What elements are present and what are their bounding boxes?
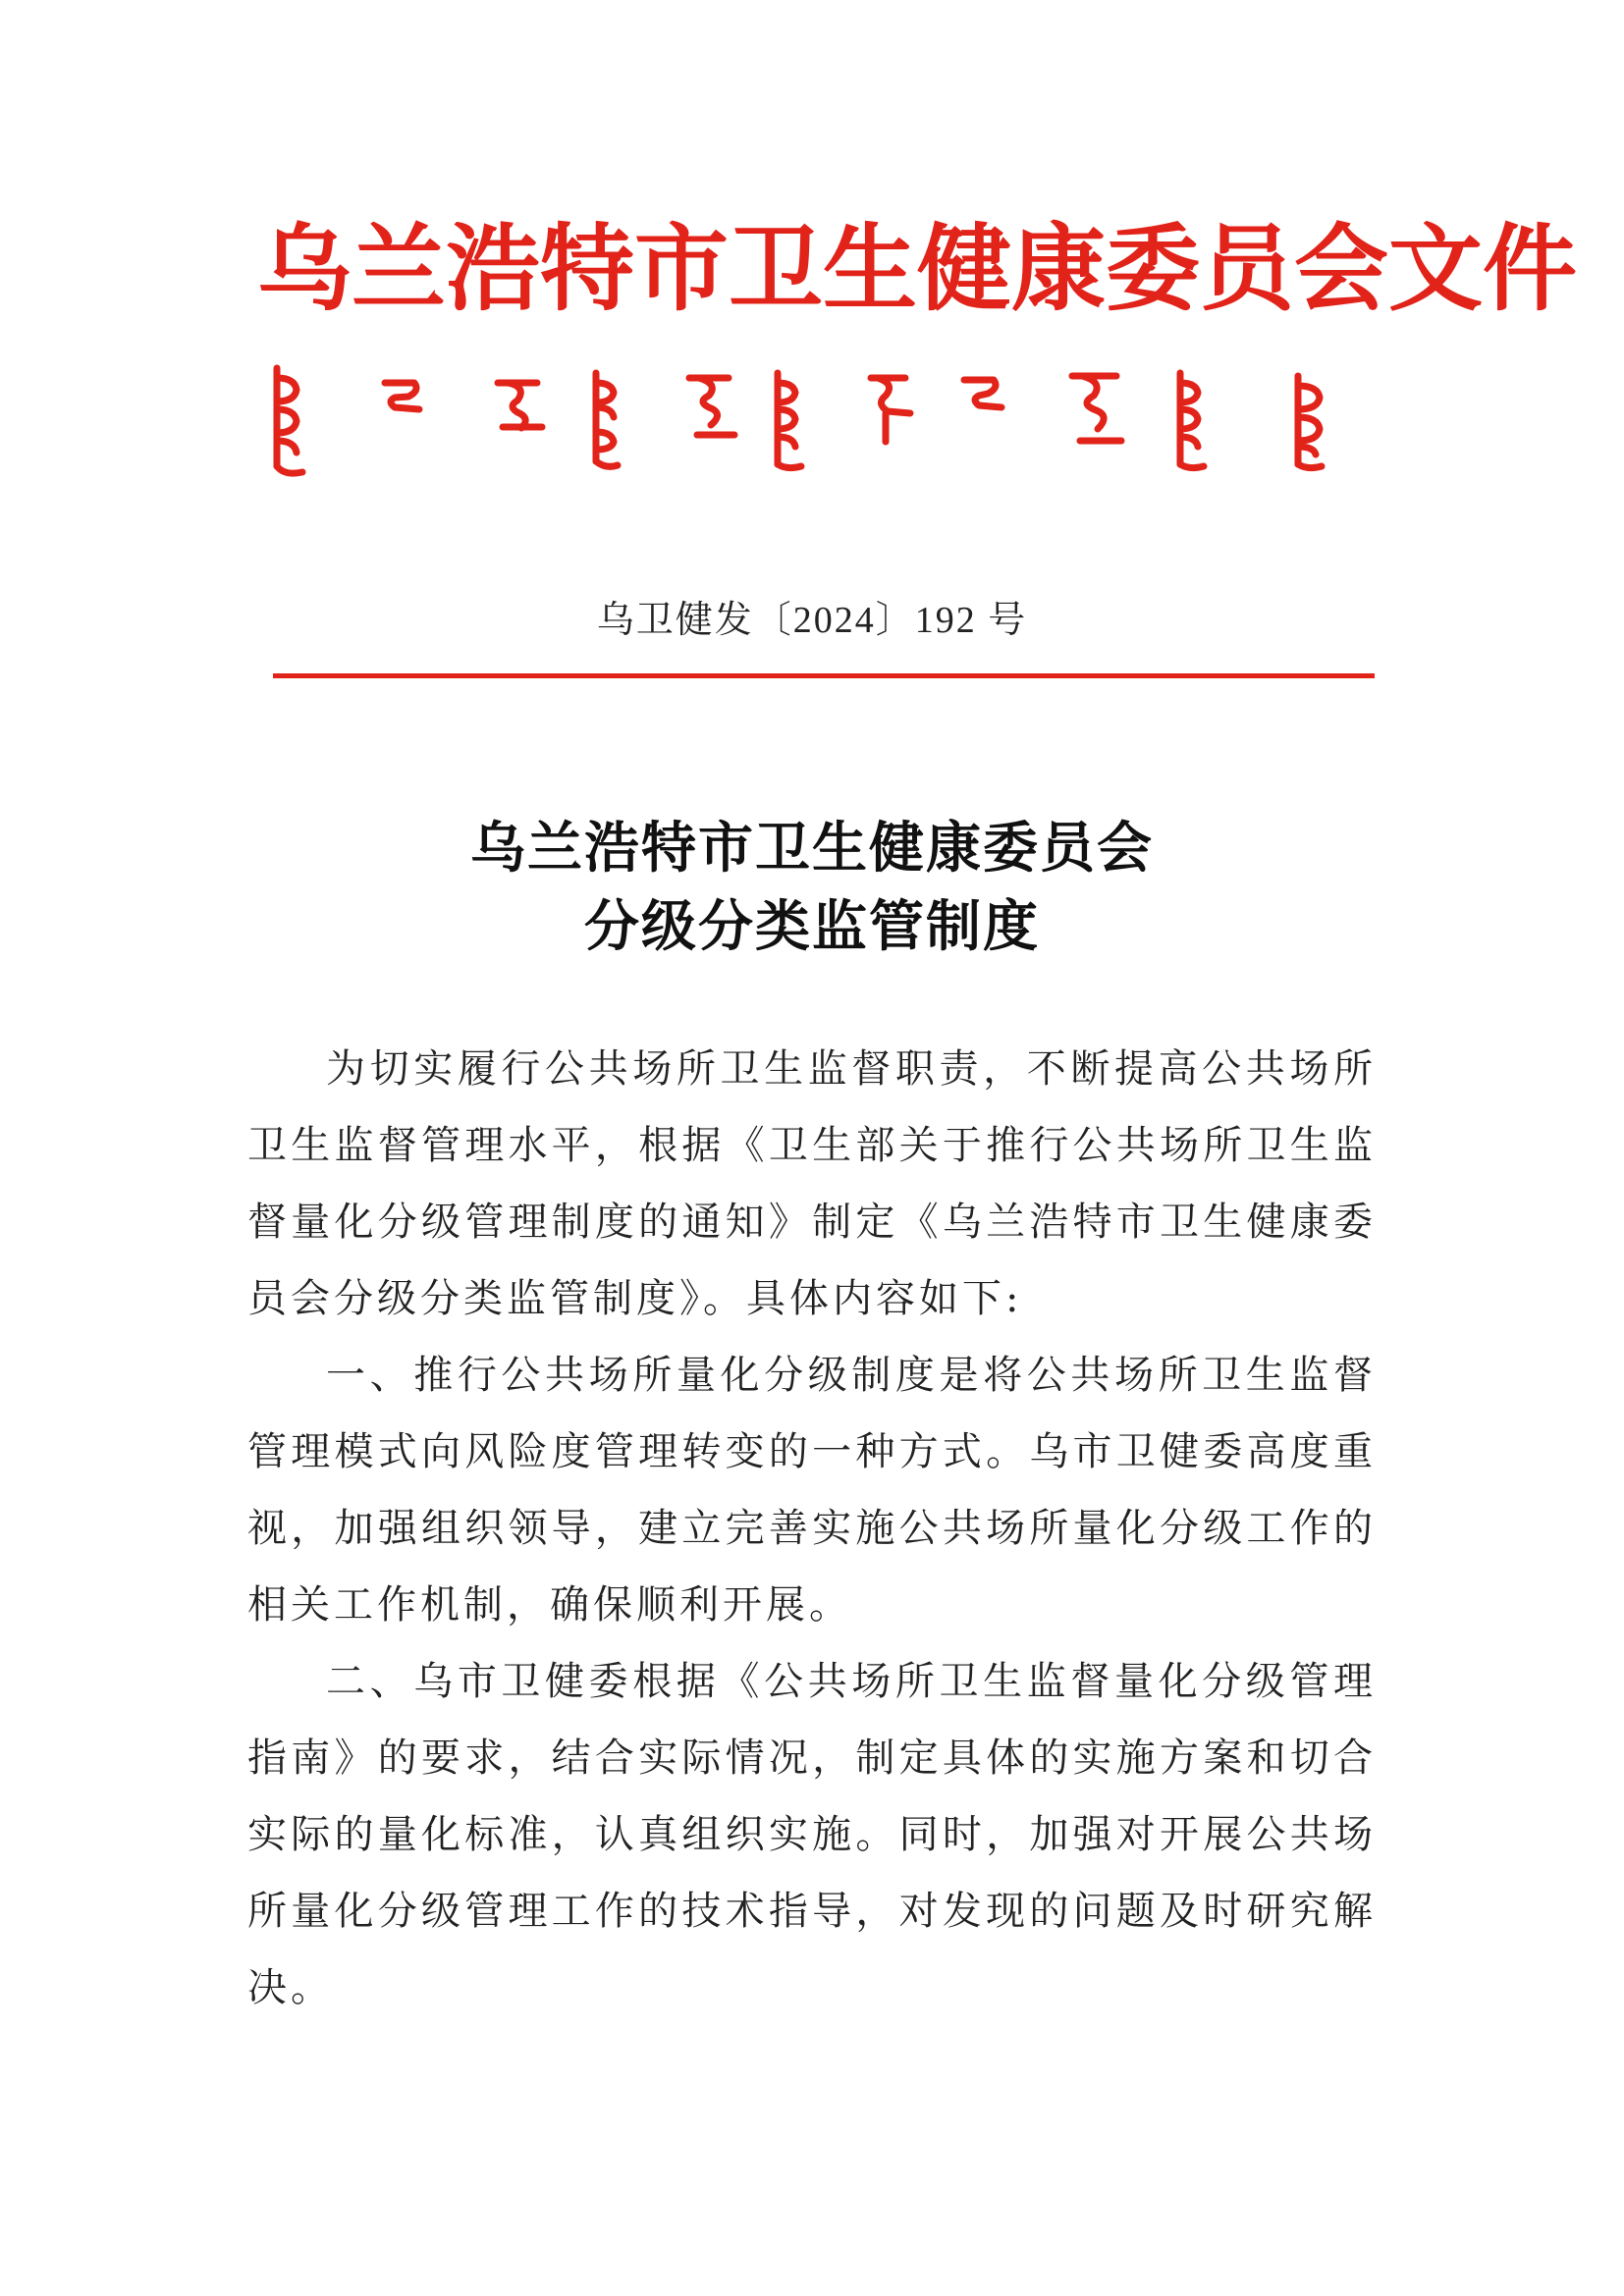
masthead-text: 乌兰浩特市卫生健康委员会文件 (257, 213, 1577, 324)
document-body (247, 1031, 1377, 2026)
mongolian-word-2 (385, 383, 419, 409)
document-title-line-2: 分级分类监管制度 (584, 894, 1040, 959)
mongolian-word-4 (596, 373, 618, 466)
mongolian-word-3 (498, 383, 542, 428)
paragraph-intro: 为切实履行公共场所卫生监督职责，不断提高公共场所卫生监督管理水平，根据《卫生部关于推行公共场所卫生监督量化分级管理制度的通知》制定《乌兰浩特市卫生健康委员会分级分类监管制度》。具体内容如下: (247, 1046, 1377, 1321)
document-number: 乌卫健发〔2024〕192 号 (596, 600, 1028, 641)
mongolian-word-11 (1298, 376, 1322, 468)
mongolian-script-line (257, 348, 1386, 486)
mongolian-word-7 (871, 378, 910, 442)
mongolian-word-10 (1180, 373, 1204, 468)
paragraph-item-2: 二、乌市卫健委根据《公共场所卫生监督量化分级管理指南》的要求，结合实际情况，制定具体的实施方案和切合实际的量化标准，认真组织实施。同时，加强对开展公共场所量化分级管理工作的技术指导，对发现的问题及时研究解决。 (247, 1659, 1377, 2010)
masthead-title (257, 213, 1577, 324)
paragraph-item-1: 一、推行公共场所量化分级制度是将公共场所卫生监督管理模式向风险度管理转变的一种方式。乌市卫健委高度重视，加强组织领导，建立完善实施公共场所量化分级工作的相关工作机制，确保顺利开展。 (247, 1353, 1377, 1628)
mongolian-word-8 (964, 380, 1001, 407)
mongolian-word-1 (277, 368, 302, 473)
document-title-line-1: 乌兰浩特市卫生健康委员会 (470, 816, 1154, 881)
mongolian-word-6 (778, 373, 801, 468)
red-divider-line (273, 673, 1375, 678)
mongolian-word-5 (689, 378, 734, 435)
mongolian-word-9 (1072, 376, 1121, 441)
